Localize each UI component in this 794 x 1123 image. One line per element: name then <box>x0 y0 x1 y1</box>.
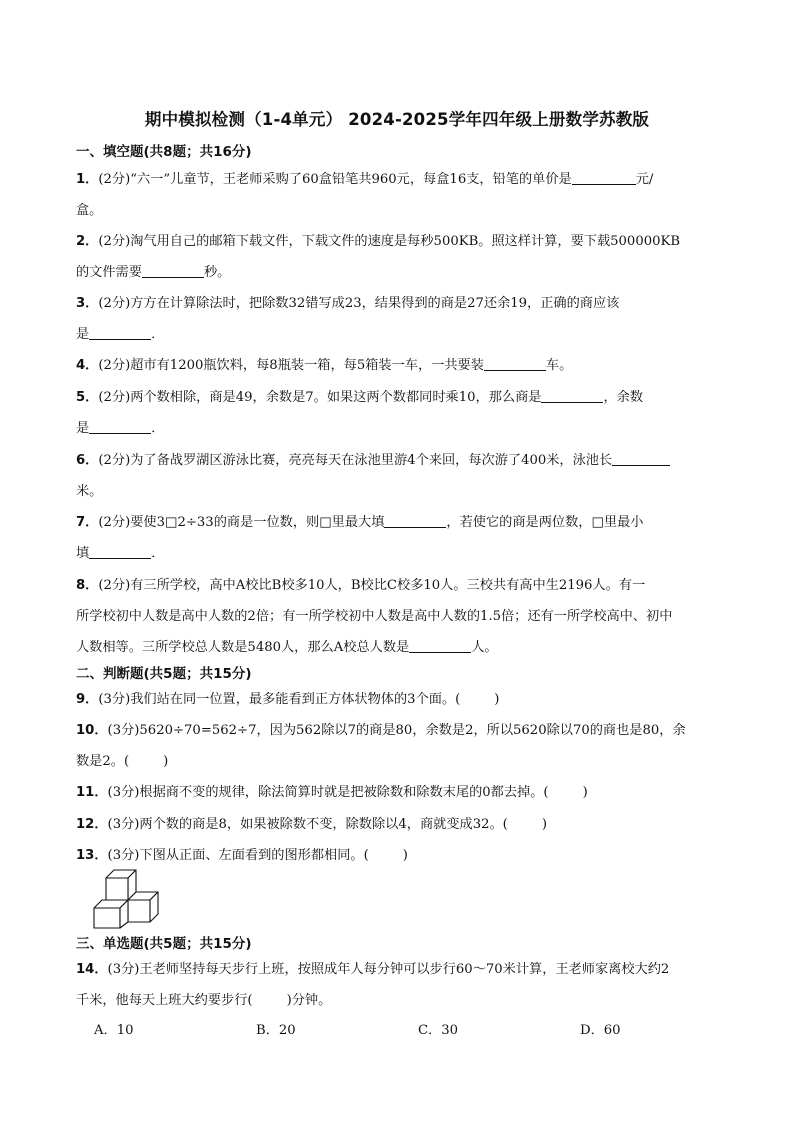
question-5: 5．(2分)两个数相除，商是49，余数是7。如果这两个数都同时乘10，那么商是 ，余数 <box>76 390 644 405</box>
section-true-false: 二、判断题(共5题；共15分) <box>76 666 252 682</box>
question-1-cont: 盒。 <box>76 203 103 218</box>
question-8-cont-2: 人数相等。三所学校总人数是5480人，那么A校总人数是 人。 <box>76 640 498 655</box>
cube-front-face <box>106 878 128 900</box>
question-11: 11．(3分)根据商不变的规律，除法简算时就是把被除数和除数末尾的0都去掉。( ) <box>76 785 588 800</box>
section-single-choice: 三、单选题(共5题；共15分) <box>76 936 252 952</box>
question-8-cont-1: 所学校初中人数是高中人数的2倍；有一所学校初中人数是高中人数的1.5倍；还有一所学校高中、初中 <box>76 609 673 624</box>
question-3: 3．(2分)方方在计算除法时，把除数32错写成23，结果得到的商是27还余19，正确的商应该 <box>76 296 620 311</box>
answer-blank[interactable] <box>384 515 446 528</box>
question-12: 12．(3分)两个数的商是8，如果被除数不变，除数除以4，商就变成32。( ) <box>76 817 547 832</box>
cube-stack-figure <box>90 866 164 930</box>
question-6-cont: 米。 <box>76 484 103 499</box>
question-9: 9．(3分)我们站在同一位置，最多能看到正方体状物体的3个面。( ) <box>76 692 500 707</box>
question-5-cont: 是 ． <box>76 421 165 436</box>
question-10-cont: 数是2。( ) <box>76 754 169 769</box>
question-7: 7．(2分)要使3□2÷33的商是一位数，则□里最大填 ，若使它的商是两位数，□里最小 <box>76 515 644 530</box>
answer-blank[interactable] <box>89 546 151 559</box>
question-8: 8．(2分)有三所学校，高中A校比B校多10人，B校比C校多10人。三校共有高中生2196人。有一 <box>76 578 646 593</box>
option-c[interactable]: C．30 <box>418 1023 459 1038</box>
question-2: 2．(2分)淘气用自己的邮箱下载文件，下载文件的速度是每秒500KB。照这样计算，要下载500000KB <box>76 234 681 249</box>
question-14-cont: 千米，他每天上班大约要步行( )分钟。 <box>76 993 332 1008</box>
answer-blank[interactable] <box>89 327 151 340</box>
option-b[interactable]: B．20 <box>256 1023 296 1038</box>
question-3-cont: 是 ． <box>76 327 165 342</box>
question-1: 1．(2分)“六一”儿童节，王老师采购了60盒铅笔共960元，每盒16支，铅笔的单价是 元/ <box>76 172 654 187</box>
option-a[interactable]: A．10 <box>94 1023 134 1038</box>
question-10: 10．(3分)5620÷70=562÷7，因为562除以7的商是80，余数是2，所以5620除以70的商也是80，余 <box>76 723 686 738</box>
answer-blank[interactable] <box>541 390 603 403</box>
question-6: 6．(2分)为了备战罗湖区游泳比赛，亮亮每天在泳池里游4个来回，每次游了400米，泳池长 <box>76 449 670 468</box>
cube-front-face <box>94 908 120 928</box>
answer-blank[interactable] <box>89 421 151 434</box>
question-7-cont: 填 ． <box>76 546 165 561</box>
answer-blank[interactable] <box>572 172 636 185</box>
page-title: 期中模拟检测（1-4单元） 2024-2025学年四年级上册数学苏教版 <box>144 110 650 129</box>
question-13: 13．(3分)下图从正面、左面看到的图形都相同。( ) <box>76 848 408 863</box>
option-d[interactable]: D．60 <box>580 1023 621 1038</box>
answer-blank[interactable] <box>612 453 670 466</box>
cube-front-face <box>128 900 150 922</box>
question-14: 14．(3分)王老师坚持每天步行上班，按照成年人每分钟可以步行60～70米计算，王老师家离校大约2 <box>76 962 670 977</box>
section-fill-in: 一、填空题(共8题；共16分) <box>76 144 252 160</box>
answer-blank[interactable] <box>142 265 204 278</box>
answer-blank[interactable] <box>409 640 471 653</box>
answer-blank[interactable] <box>484 358 546 371</box>
question-4: 4．(2分)超市有1200瓶饮料，每8瓶装一箱，每5箱装一车，一共要装 车。 <box>76 358 573 373</box>
question-2-cont: 的文件需要 秒。 <box>76 265 231 280</box>
